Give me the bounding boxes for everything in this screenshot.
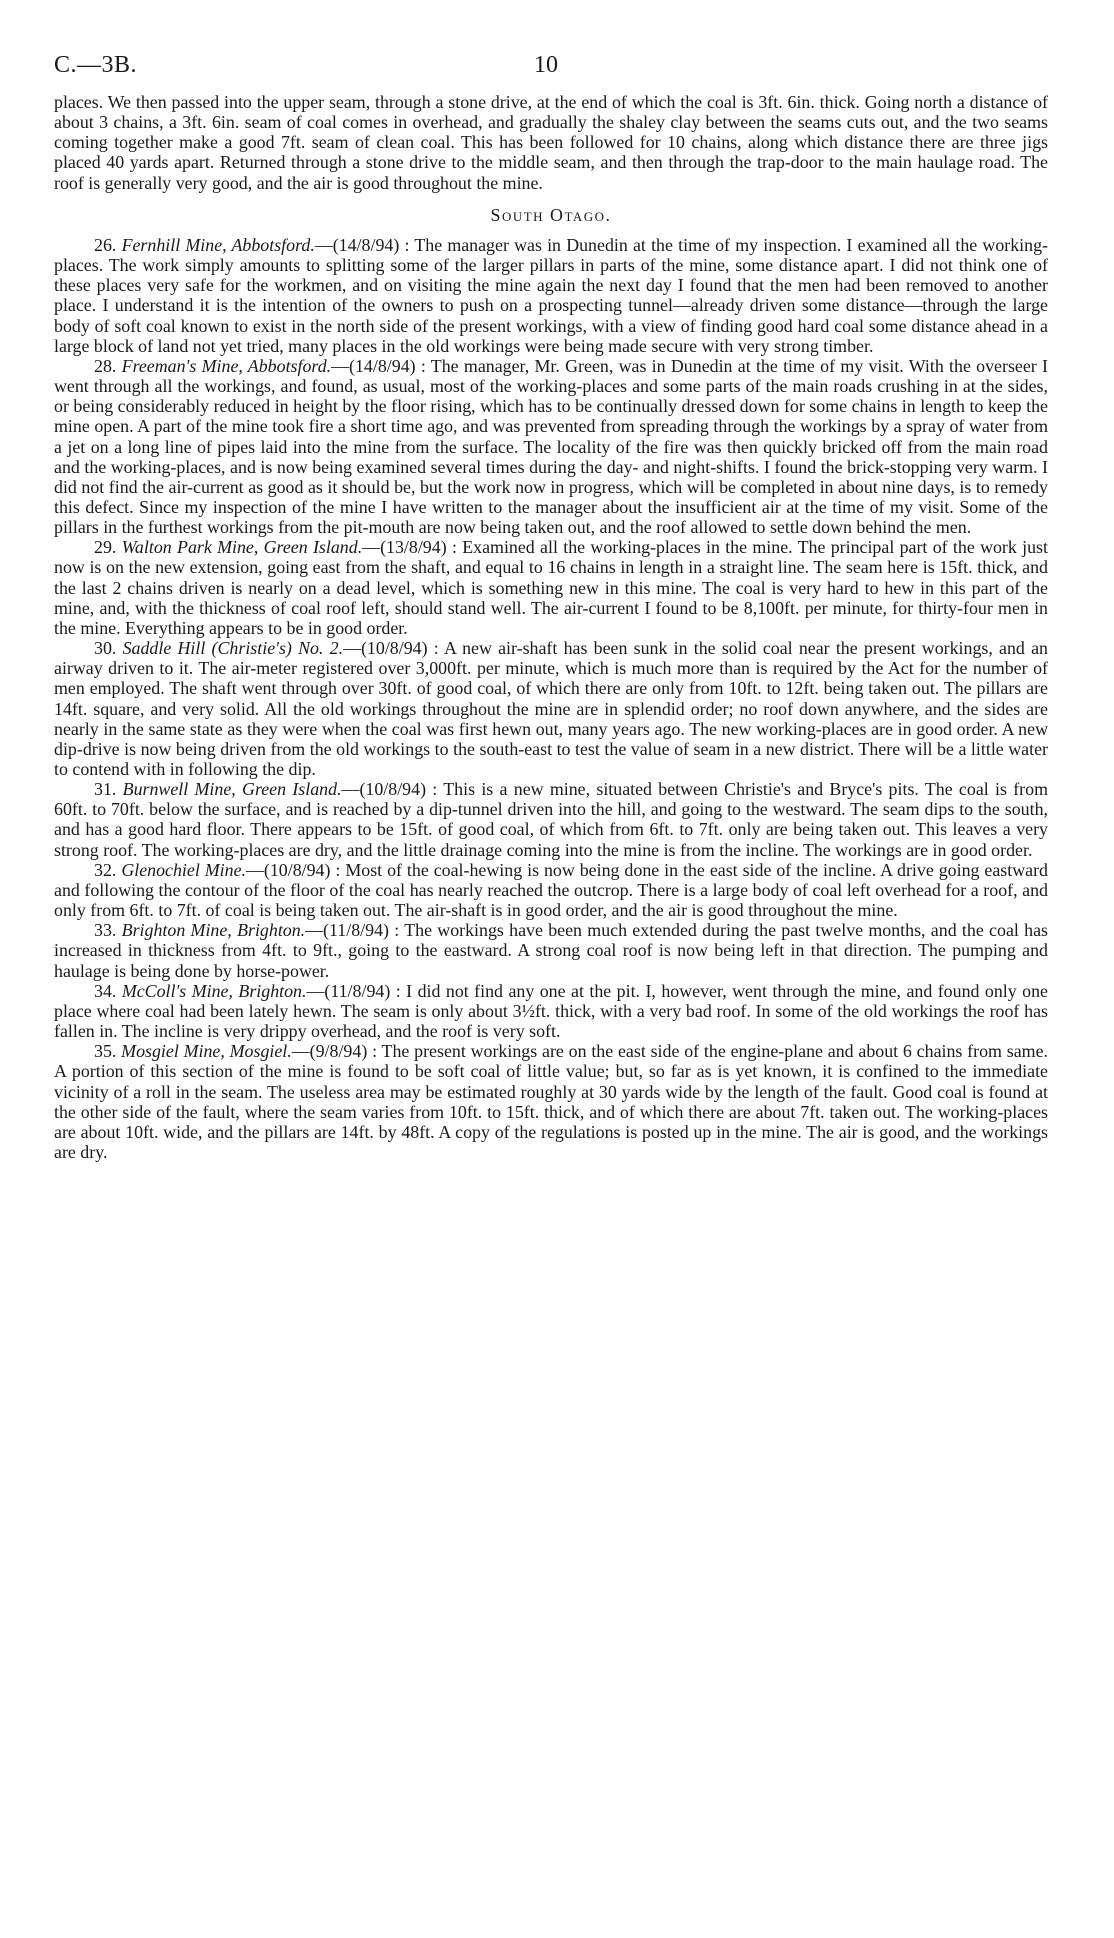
entry-text: A new air-shaft has been sunk in the solid coal near the present workings, and an airway driven to it. The air-meter registered over 3,000ft. per minute, which is much more than is required by the Act for the number of men employed. The shaft went through over 30ft. of good coal, of which there are only from 10ft. to 12ft. being taken out. The pillars are 14ft. square, and very solid. All the old workings throughout the mine are in splendid order; no roof down anywhere, and the sides are nearly in the same state as they were when the coal was first hewn out, many years ago. The new working-places are in good order. A new dip-drive is now being driven from the old workings to the south-east to test the value of seam in a new district. There will be a little water to contend with in following the dip. xyxy=(54,638,1048,779)
entry-number: 26. xyxy=(94,234,122,255)
entry-title: Fernhill Mine, Abbotsford. xyxy=(121,234,315,255)
entry-number: 28. xyxy=(94,355,122,376)
entry-number: 34. xyxy=(94,980,122,1001)
body-text xyxy=(54,92,1048,1162)
entry-title: Burnwell Mine, Green Island. xyxy=(122,779,342,800)
entry-number: 33. xyxy=(94,920,122,941)
entry-title: Freeman's Mine, Abbotsford. xyxy=(121,355,332,376)
entry-date: —(10/8/94) : xyxy=(341,779,438,800)
entry-text: The present workings are on the east side of the engine-plane and about 6 chains from same. A portion of this section of the mine is found to be soft coal of little value; but, so far as is yet known, it is confined to the immediate vicinity of a roll in the seam. The useless area may be estimated roughly at 30 yards wide by the length of the fault. Good coal is found at the other side of the fault, where the seam varies from 10ft. to 15ft. thick, and of which there are about 7ft. taken out. The working-places are about 10ft. wide, and the pillars are 14ft. by 48ft. A copy of the regulations is posted up in the mine. The air is good, and the workings are dry. xyxy=(54,1041,1048,1162)
section-heading: South Otago. xyxy=(490,204,612,225)
page-header xyxy=(54,52,1048,92)
entry-paragraph xyxy=(54,537,1048,638)
entries-list xyxy=(54,235,1048,1162)
entry-number: 29. xyxy=(94,537,122,558)
entry-paragraph xyxy=(54,981,1048,1041)
entry-text: This is a new mine, situated between Christie's and Bryce's pits. The coal is from 60ft. to 70ft. below the surface, and is reached by a dip-tunnel driven into the hill, and going to the westward. The seam dips to the south, and has a good hard floor. There appears to be 15ft. of good coal, of which from 6ft. to 7ft. only are being taken out. This leaves a very strong roof. The working-places are dry, and the little drainage coming into the mine is from the incline. The workings are in good order. xyxy=(54,779,1048,860)
entry-title: Saddle Hill (Christie's) No. 2. xyxy=(122,638,344,659)
entry-date: —(9/8/94) : xyxy=(291,1041,378,1062)
page-number: 10 xyxy=(534,52,558,78)
entry-number: 35. xyxy=(94,1041,122,1062)
entry-number: 31. xyxy=(94,779,123,800)
entry-paragraph xyxy=(54,356,1048,537)
entry-text: The manager, Mr. Green, was in Dunedin at the time of my visit. With the overseer I went through all the workings, and found, as usual, most of the working-places and some parts of the main roads crushing in at the sides, or being considerably reduced in height by the floor rising, which has to be continually dressed down for some chains in length to keep the mine open. A part of the mine took fire a short time ago, and was prevented from spreading through the workings by a spray of water from a jet on a long line of pipes laid into the mine from the surface. The locality of the fire was then quickly bricked off from the main road and the working-places, and is now being examined several times during the day- and night-shifts. I found the brick-stopping very warm. I did not find the air-current as good as it should be, but the work now in progress, which will be completed in about nine days, is to remedy this defect. Since my inspection of the mine I have written to the manager about the insufficient air at the time of my visit. Some of the pillars in the furthest workings from the pit-mouth are now being taken out, and the roof allowed to settle down behind the men. xyxy=(54,355,1048,538)
entry-text: The workings have been much extended during the past twelve months, and the coal has increased in thickness from 4ft. to 9ft., going to the eastward. A strong coal roof is now being left in that direction. The pumping and haulage is being done by horse-power. xyxy=(54,920,1048,981)
entry-paragraph xyxy=(54,1041,1048,1162)
entry-title: Walton Park Mine, Green Island. xyxy=(121,537,363,558)
intro-paragraph: places. We then passed into the upper seam, through a stone drive, at the end of which the coal is 3ft. 6in. thick. Going north a distance of about 3 chains, a 3ft. 6in. seam of coal comes in overhead, and gradually the shaley clay between the seams cuts out, and the two seams coming together make a good 7ft. seam of clean coal. This has been followed for 10 chains, along which distance there are three jigs placed 40 yards apart. Returned through a stone drive to the middle seam, and then through the trap-door to the main haulage road. The roof is generally very good, and the air is good throughout the mine. xyxy=(54,92,1048,193)
entry-title: McColl's Mine, Brighton. xyxy=(121,980,307,1001)
entry-paragraph xyxy=(54,638,1048,779)
entry-paragraph xyxy=(54,779,1048,860)
entry-text: I did not find any one at the pit. I, however, went through the mine, and found only one place where coal had been lately hewn. The seam is only about 3½ft. thick, with a very bad roof. In some of the old workings the roof has fallen in. The incline is very drippy overhead, and the roof is very soft. xyxy=(54,980,1048,1042)
entry-title: Glenochiel Mine. xyxy=(121,859,246,880)
entry-date: —(10/8/94) : xyxy=(245,859,341,880)
entry-number: 30. xyxy=(94,638,123,659)
entry-paragraph xyxy=(54,920,1048,980)
entry-title: Mosgiel Mine, Mosgiel. xyxy=(121,1041,292,1062)
entry-text: Examined all the working-places in the mine. The principal part of the work just now is on the new extension, going east from the shaft, and equal to 16 chains in length in a straight line. The seam here is 15ft. thick, and the last 2 chains driven is nearly on a dead level, which is something new in this mine. The coal is very hard to hew in this part of the mine, and, with the thickness of coal roof left, should stand well. The air-current I found to be 8,100ft. per minute, for thirty-four men in the mine. Everything appears to be in good order. xyxy=(54,537,1048,638)
entry-date: —(13/8/94) : xyxy=(362,537,457,558)
entry-text: Most of the coal-hewing is now being done in the east side of the incline. A drive going eastward and following the contour of the floor of the coal has nearly reached the outcrop. There is a large body of coal left overhead for a roof, and only from 6ft. to 7ft. of coal is being taken out. The air-shaft is in good order, and the air is good throughout the mine. xyxy=(54,859,1048,921)
entry-text: The manager was in Dunedin at the time of my inspection. I examined all the working-places. The work simply amounts to splitting some of the larger pillars in parts of the mine, some distance apart. I did not think one of these places very safe for the workmen, and on visiting the mine again the next day I found that the men had been removed to another place. I understand it is the intention of the owners to push on a prospecting tunnel—already driven some distance—through the large body of soft coal known to exist in the north side of the present workings, with a view of finding good hard coal some distance ahead in a large block of land not yet tried, many places in the old workings were being made secure with very strong timber. xyxy=(54,234,1048,356)
entry-paragraph xyxy=(54,235,1048,356)
entry-paragraph xyxy=(54,860,1048,920)
entry-date: —(10/8/94) : xyxy=(343,638,439,659)
entry-date: —(11/8/94) : xyxy=(306,980,401,1001)
document-page xyxy=(54,52,1048,1162)
entry-date: —(11/8/94) : xyxy=(305,920,400,941)
entry-date: —(14/8/94) : xyxy=(314,234,410,255)
entry-number: 32. xyxy=(94,859,122,880)
entry-date: —(14/8/94) : xyxy=(331,355,426,376)
entry-title: Brighton Mine, Brighton. xyxy=(121,920,306,941)
document-code: C.—3B. xyxy=(54,52,138,78)
